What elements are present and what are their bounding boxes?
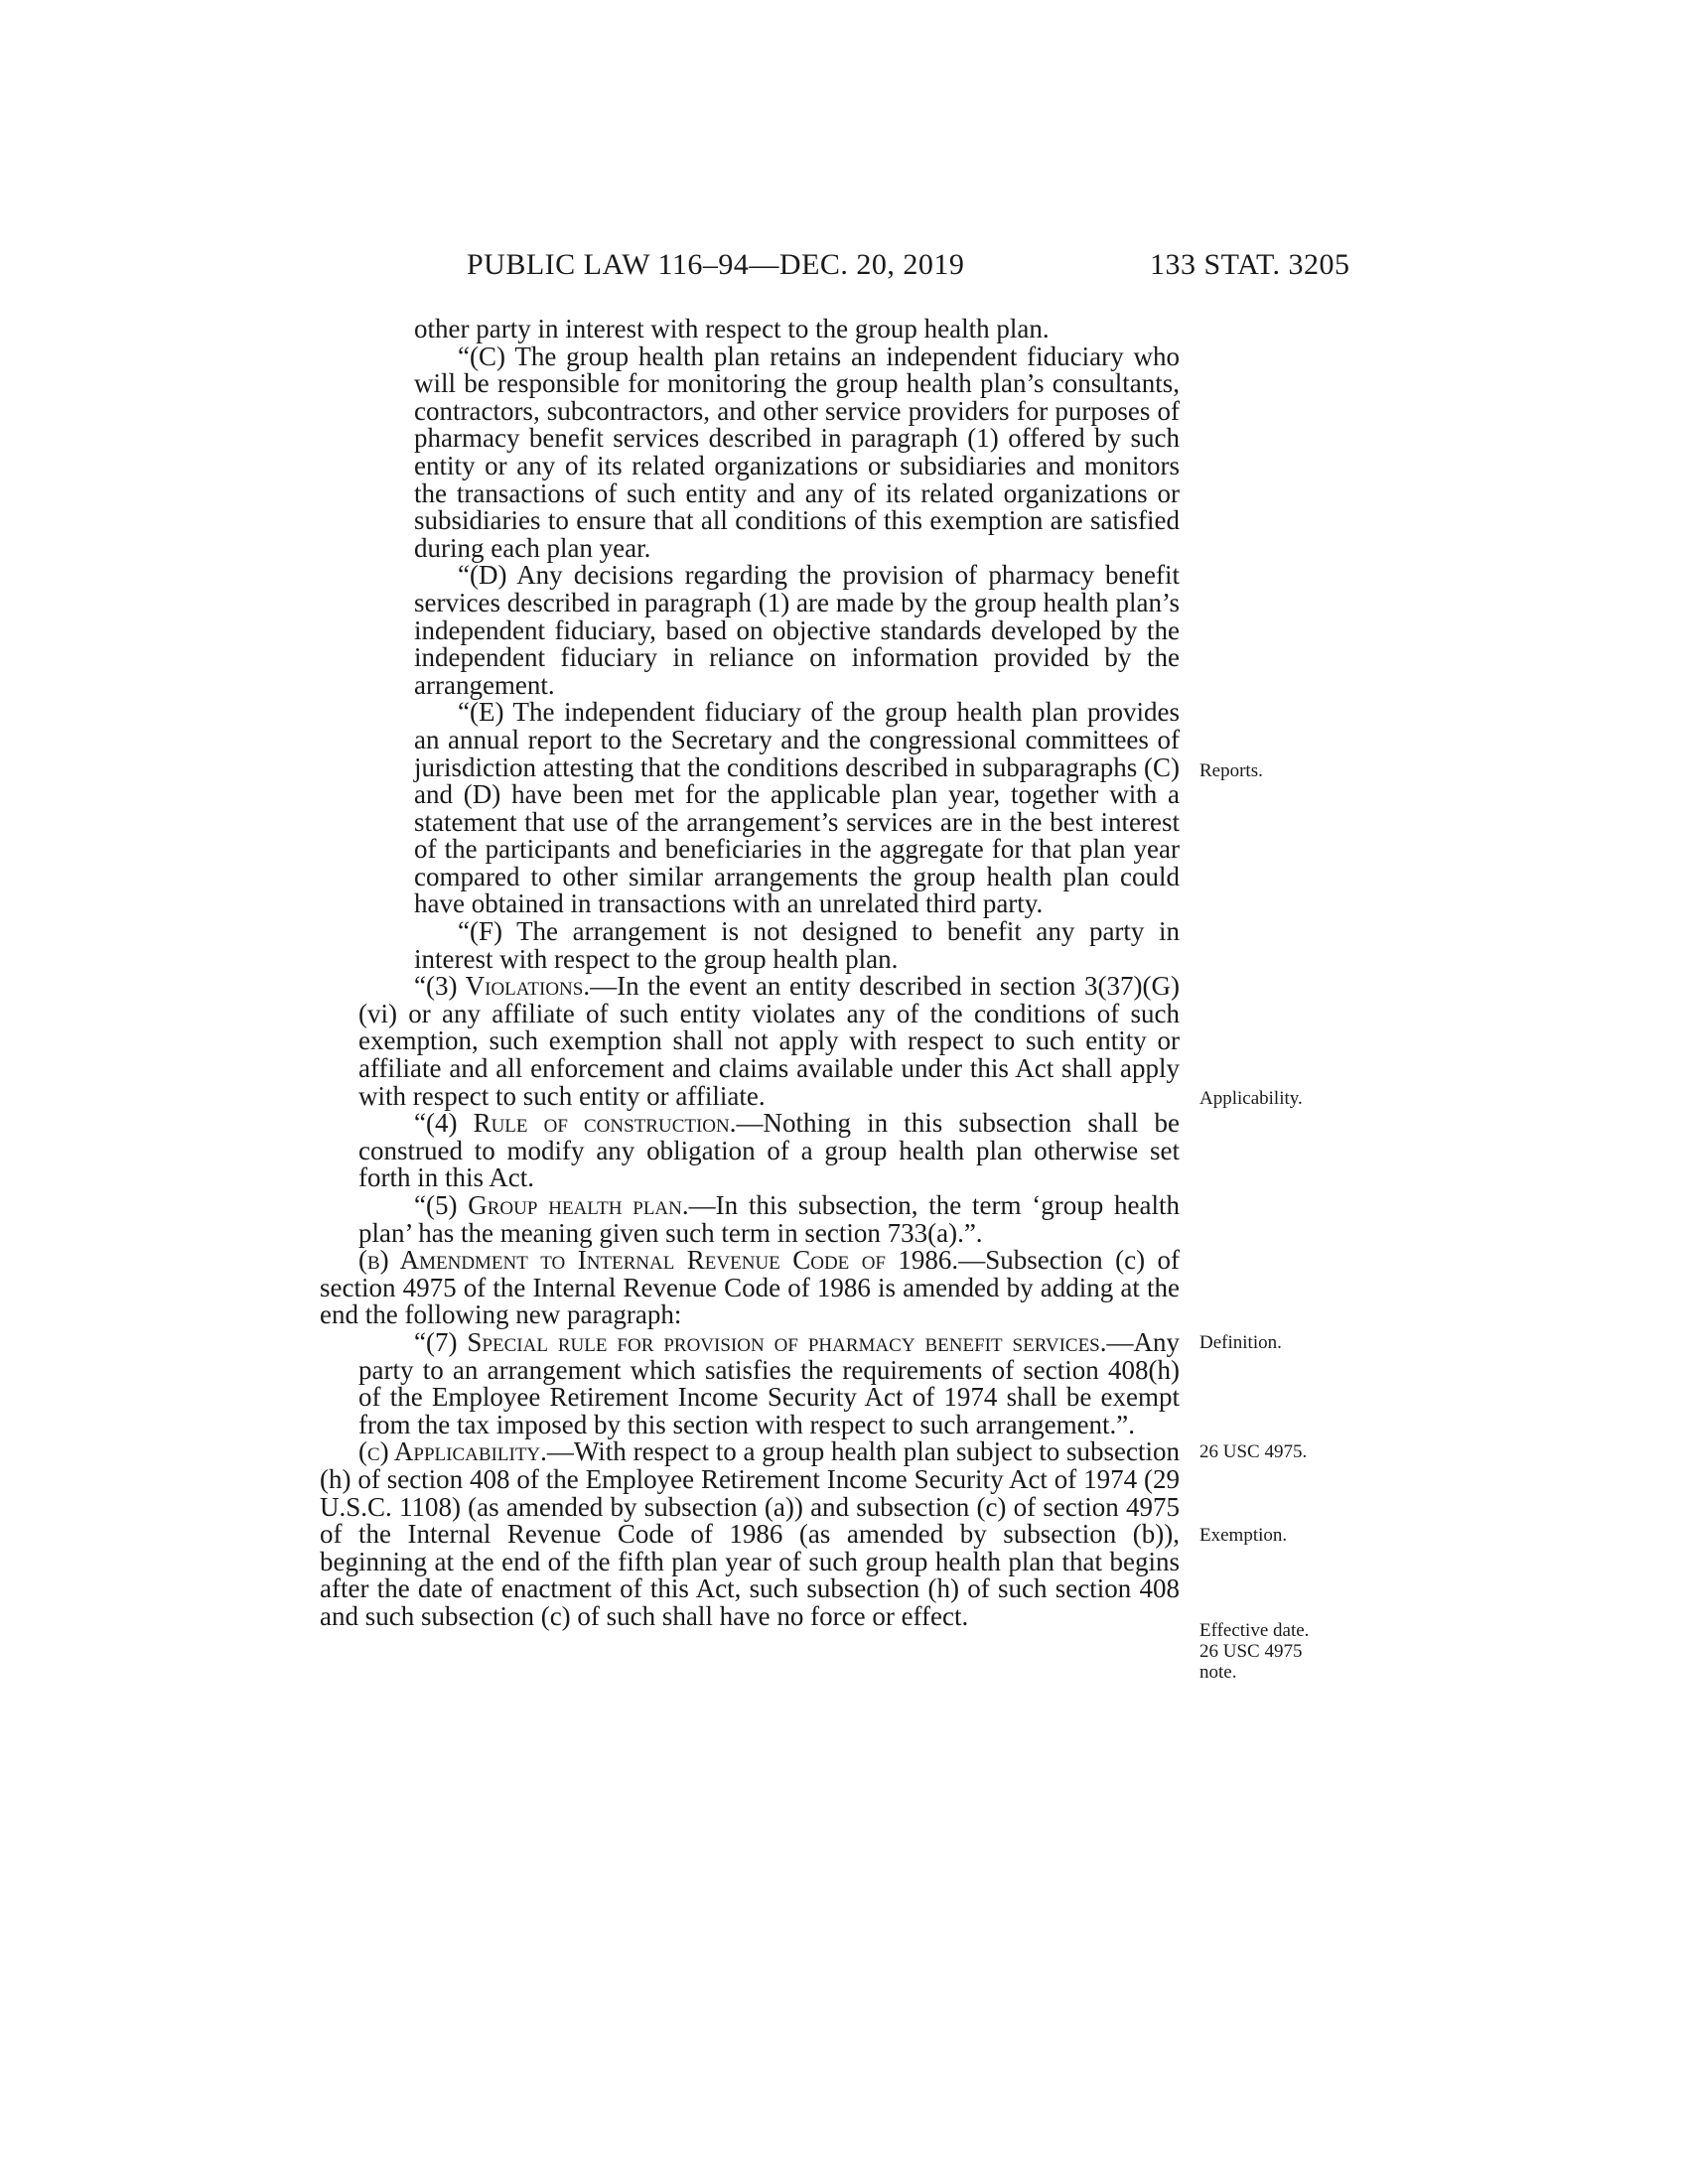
paragraph-5-heading: “(5) Group health plan. (414, 1190, 689, 1220)
paragraph-5-group-health-plan (320, 1192, 1180, 1247)
paragraph-4-text: —Nothing in this subsection shall be construed to modify any obligation of a group health plan otherwise set forth in this Act. (358, 1108, 1180, 1193)
subsection-c-text: —With respect to a group health plan subject to subsection (h) of section 408 of the Employee Retirement Income Security Act of 1974 (29 U.S.C. 1108) (as amended by subsection (a)) and subsection (c) of section 4975 of the Internal Revenue Code of 1986 (as amended by subsection (b)), beginning at the end of the fifth plan year of such group health plan that begins after the date of enactment of this Act, such subsection (h) of such section 408 and such subsection (c) of such shall have no force or effect. (320, 1436, 1180, 1631)
statute-page-number: 133 STAT. 3205 (1150, 248, 1350, 281)
margin-note-effective-date (1199, 1620, 1309, 1683)
subparagraph-c: “(C) The group health plan retains an independent fiduciary who will be responsible for monitoring the group health plan’s consultants, contractors, subcontractors, and other service providers for purposes of pharmacy benefit services described in paragraph (1) offered by such entity or any of its related organizations or subsidiaries and monitors the transactions of such entity and any of its related organizations or subsidiaries to ensure that all conditions of this exemption are satisfied during each plan year. (414, 341, 1180, 563)
paragraph-continuation: other party in interest with respect to the group health plan. (414, 314, 1050, 343)
margin-note-exemption: Exemption. (1199, 1525, 1288, 1546)
paragraph-3-text: —In the event an entity described in section 3(37)(G)(vi) or any affiliate of such entity violates any of the conditions of such exemption, such exemption shall not apply with respect to such entity or affiliate and all enforcement and claims available under this Act shall apply with respect to such entity or affiliate. (358, 971, 1180, 1111)
paragraph-7-heading: “(7) Special rule for provision of pharmacy benefit services. (414, 1326, 1107, 1357)
subparagraph-e: “(E) The independent fiduciary of the group health plan provides an annual report to the Secretary and the congressional committees of jurisdiction attesting that the conditions described in subparagraphs (C) and (D) have been met for the applicable plan year, together with a statement that use of the arrangement’s services are in the best interest of the participants and beneficiaries in the aggregate for that plan year compared to other similar arrangements the group health plan could have obtained in transactions with an unrelated third party. (414, 697, 1180, 919)
paragraph-7-text: —Any party to an arrangement which satisfies the requirements of section 408(h) of the Employee Retirement Income Security Act of 1974 shall be exempt from the tax imposed by this section with respect to such arrangement.”. (358, 1326, 1180, 1439)
paragraph-4-heading: “(4) Rule of construction. (414, 1108, 737, 1139)
subsection-b-heading: (b) Amendment to Internal Revenue Code of 1986. (358, 1245, 959, 1276)
margin-note-applicability: Applicability. (1199, 1088, 1303, 1109)
paragraph-3-heading: “(3) Violations. (414, 971, 591, 1002)
page-header (0, 248, 1688, 288)
subparagraph-d: “(D) Any decisions regarding the provision of pharmacy benefit services described in paragraph (1) are made by the group health plan’s independent fiduciary, based on objective standards developed by the independent fiduciary in reliance on information provided by the arrangement. (414, 560, 1180, 700)
margin-note-definition: Definition. (1199, 1332, 1282, 1353)
subparagraph-f: “(F) The arrangement is not designed to benefit any party in interest with respect to the group health plan. (414, 916, 1180, 974)
subsection-c-heading: (c) Applicability. (358, 1436, 547, 1467)
statute-text (320, 316, 1180, 1631)
margin-note-effective-date-label: Effective date. (1199, 1620, 1310, 1641)
paragraph-7-special-rule (320, 1326, 1180, 1439)
public-law-citation: PUBLIC LAW 116–94—DEC. 20, 2019 (467, 248, 965, 281)
subsection-b-text: —Subsection (c) of section 4975 of the Internal Revenue Code of 1986 is amended by adding at the end the following new paragraph: (320, 1245, 1181, 1330)
margin-note-usc-4975: 26 USC 4975. (1199, 1441, 1308, 1462)
paragraph-5-text: —In this subsection, the term ‘group health plan’ has the meaning given such term in section 733(a).”. (358, 1190, 1181, 1248)
margin-note-usc-4975-note-line1: 26 USC 4975 (1199, 1641, 1303, 1662)
margin-note-reports: Reports. (1199, 760, 1263, 781)
margin-note-usc-4975-note-line2: note. (1199, 1662, 1237, 1683)
paragraph-4-rule-of-construction (320, 1110, 1180, 1192)
subsection-b-amendment (320, 1247, 1180, 1329)
paragraph-3-violations (320, 973, 1180, 1110)
subsection-c-applicability (320, 1438, 1180, 1630)
